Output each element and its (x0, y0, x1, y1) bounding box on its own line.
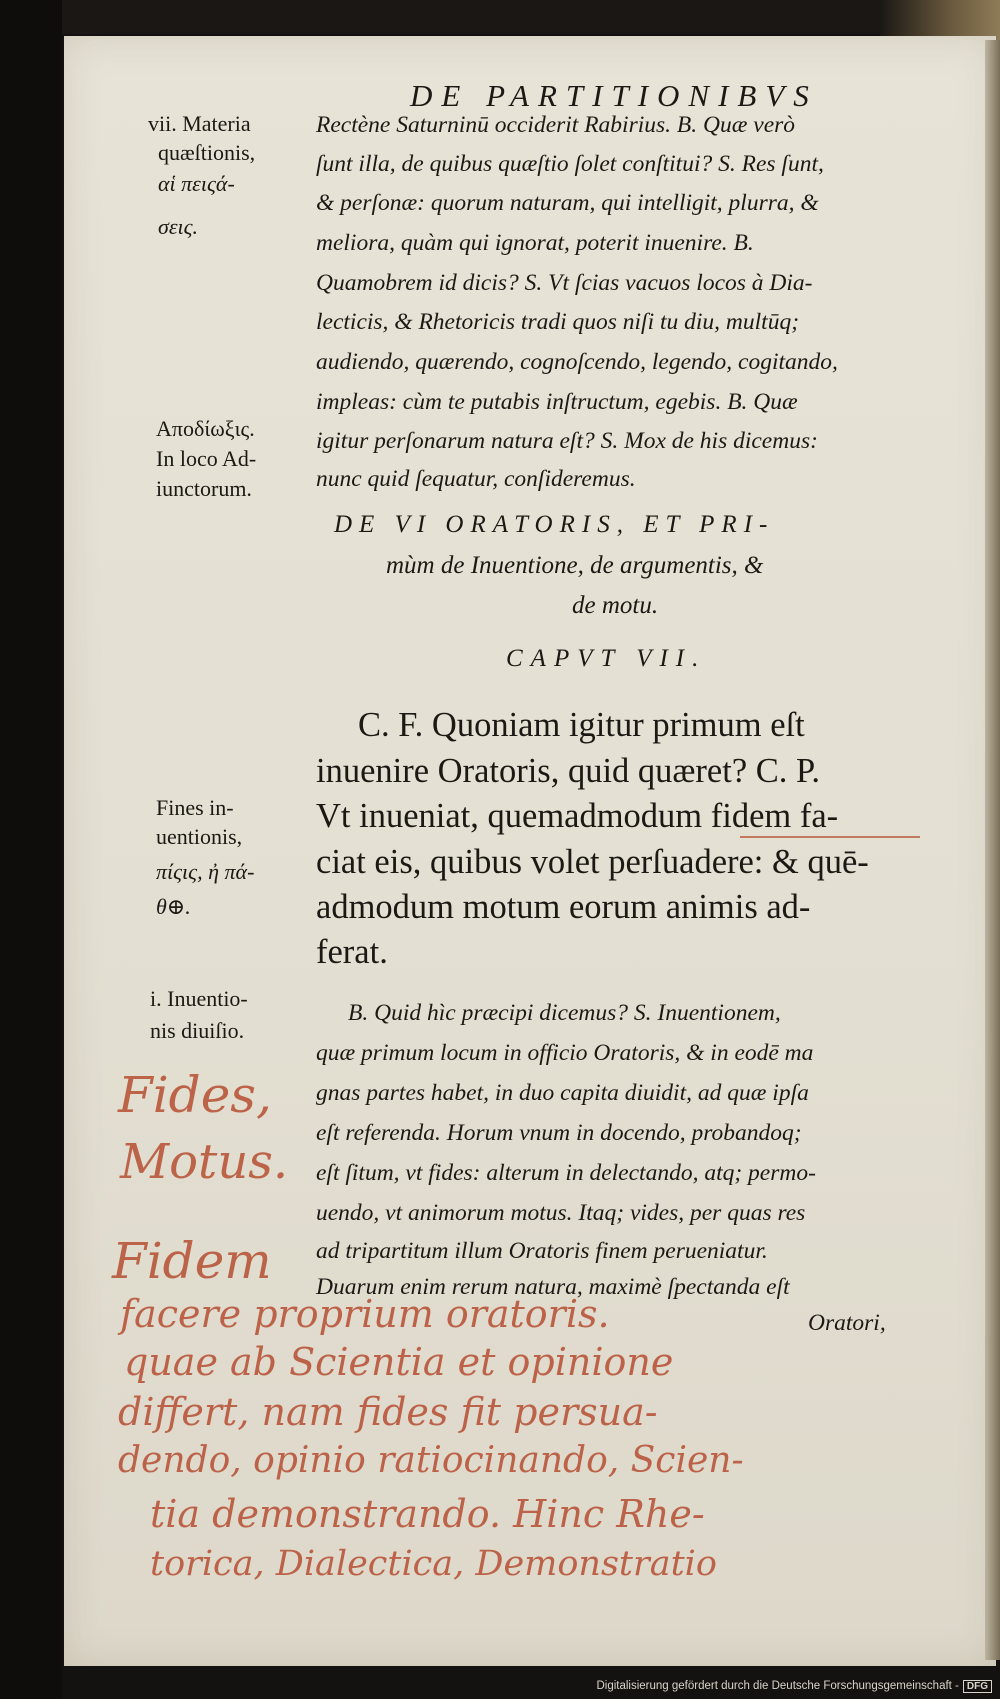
manuscript-note: facere proprium oratoris. (120, 1292, 610, 1336)
page-edge (985, 40, 1000, 1660)
chapter-title: CAPVT VII. (506, 645, 707, 672)
manuscript-note: tia demonstrando. Hinc Rhe- (150, 1492, 705, 1536)
manuscript-note: differt, nam fides fit persua- (118, 1390, 658, 1434)
text-line: igitur perſonarum natura eſt? S. Mox de his dicemus: (316, 428, 818, 454)
text-line: Duarum enim rerum natura, maximè ſpectanda eſt (316, 1274, 790, 1300)
text-line: ferat. (316, 933, 388, 971)
margin-note: In loco Ad- (156, 446, 257, 471)
text-line: eſt referenda. Horum vnum in docendo, probandoq; (316, 1120, 802, 1146)
margin-note: αἱ πειςά- (158, 171, 235, 196)
manuscript-note: dendo, opinio ratiocinando, Scien- (118, 1440, 744, 1481)
text-line: B. Quid hìc præcipi dicemus? S. Inuentionem, (348, 1000, 781, 1026)
margin-note: iunctorum. (156, 476, 252, 501)
margin-note: uentionis, (156, 824, 243, 849)
text-line: C. F. Quoniam igitur primum eſt (358, 706, 805, 744)
margin-note: σεις. (158, 214, 199, 239)
manuscript-note: Fidem (112, 1232, 272, 1290)
margin-note: i. Inuentio- (150, 986, 248, 1011)
text-line: ad tripartitum illum Oratoris finem perueniatur. (316, 1238, 768, 1264)
text-line: uendo, vt animorum motus. Itaq; vides, per quas res (316, 1200, 806, 1226)
manuscript-note: torica, Dialectica, Demonstratio (150, 1544, 717, 1584)
text-line: Rectène Saturninū occiderit Rabirius. B. Quæ verò (316, 112, 796, 138)
text-line: eſt ſitum, vt fides: alterum in delectando, atq; permo- (316, 1160, 816, 1186)
text-line: lecticis, & Rhetoricis tradi quos niſi tu diu, multūq; (316, 309, 800, 335)
section-subheading: de motu. (572, 592, 659, 619)
text-line: quæ primum locum in officio Oratoris, & in eodē ma (316, 1040, 814, 1066)
text-line: & perſonæ: quorum naturam, qui intelligit, plurra, & (316, 190, 819, 216)
text-line: inuenire Oratoris, quid quæret? C. P. (316, 752, 821, 790)
text-line: audiendo, quærendo, cognoſcendo, legendo, cogitando, (316, 349, 838, 375)
manuscript-underline (740, 836, 920, 838)
text-line: ſunt illa, de quibus quæſtio ſolet conſtitui? S. Res ſunt, (316, 151, 824, 177)
running-head: DE PARTITIONIBVS (410, 78, 818, 113)
margin-note: Αποδίωξις. (156, 416, 255, 441)
section-heading: DE VI ORATORIS, ET PRI- (334, 511, 775, 538)
scan-top-border (0, 0, 1000, 34)
margin-note: πίςις, ἠ πά- (156, 859, 255, 884)
text-line: Quamobrem id dicis? S. Vt ſcias vacuos locos à Dia- (316, 270, 813, 296)
footer-credit (596, 1680, 992, 1693)
manuscript-note: Motus. (120, 1134, 289, 1190)
section-subheading: mùm de Inuentione, de argumentis, & (386, 552, 764, 579)
margin-note: quæſtionis, (158, 140, 256, 165)
text-line: admodum motum eorum animis ad- (316, 888, 811, 926)
manuscript-note: quae ab Scientia et opinione (124, 1340, 674, 1384)
text-line: meliora, quàm qui ignorat, poterit inuenire. B. (316, 230, 754, 256)
margin-note: nis diuiſio. (150, 1018, 245, 1043)
scan-left-border (0, 0, 62, 1699)
dfg-logo: DFG (963, 1680, 992, 1693)
margin-note: vii. Materia (148, 111, 251, 136)
text-line: impleas: cùm te putabis inſtructum, egebis. B. Quæ (316, 389, 798, 415)
margin-note: θ⊕. (156, 894, 191, 919)
text-line: gnas partes habet, in duo capita diuidit, ad quæ ipſa (316, 1080, 809, 1106)
text-line: ciat eis, quibus volet perſuadere: & quē- (316, 843, 869, 881)
footer-text: Digitalisierung gefördert durch die Deutsche Forschungsgemeinschaft - (596, 1680, 959, 1692)
margin-note: Fines in- (156, 795, 234, 820)
text-line: nunc quid ſequatur, conſideremus. (316, 466, 636, 492)
manuscript-note: Fides, (118, 1066, 272, 1124)
catchword: Oratori, (808, 1310, 886, 1336)
text-line: Vt inueniat, quemadmodum fidem fa- (316, 797, 839, 835)
